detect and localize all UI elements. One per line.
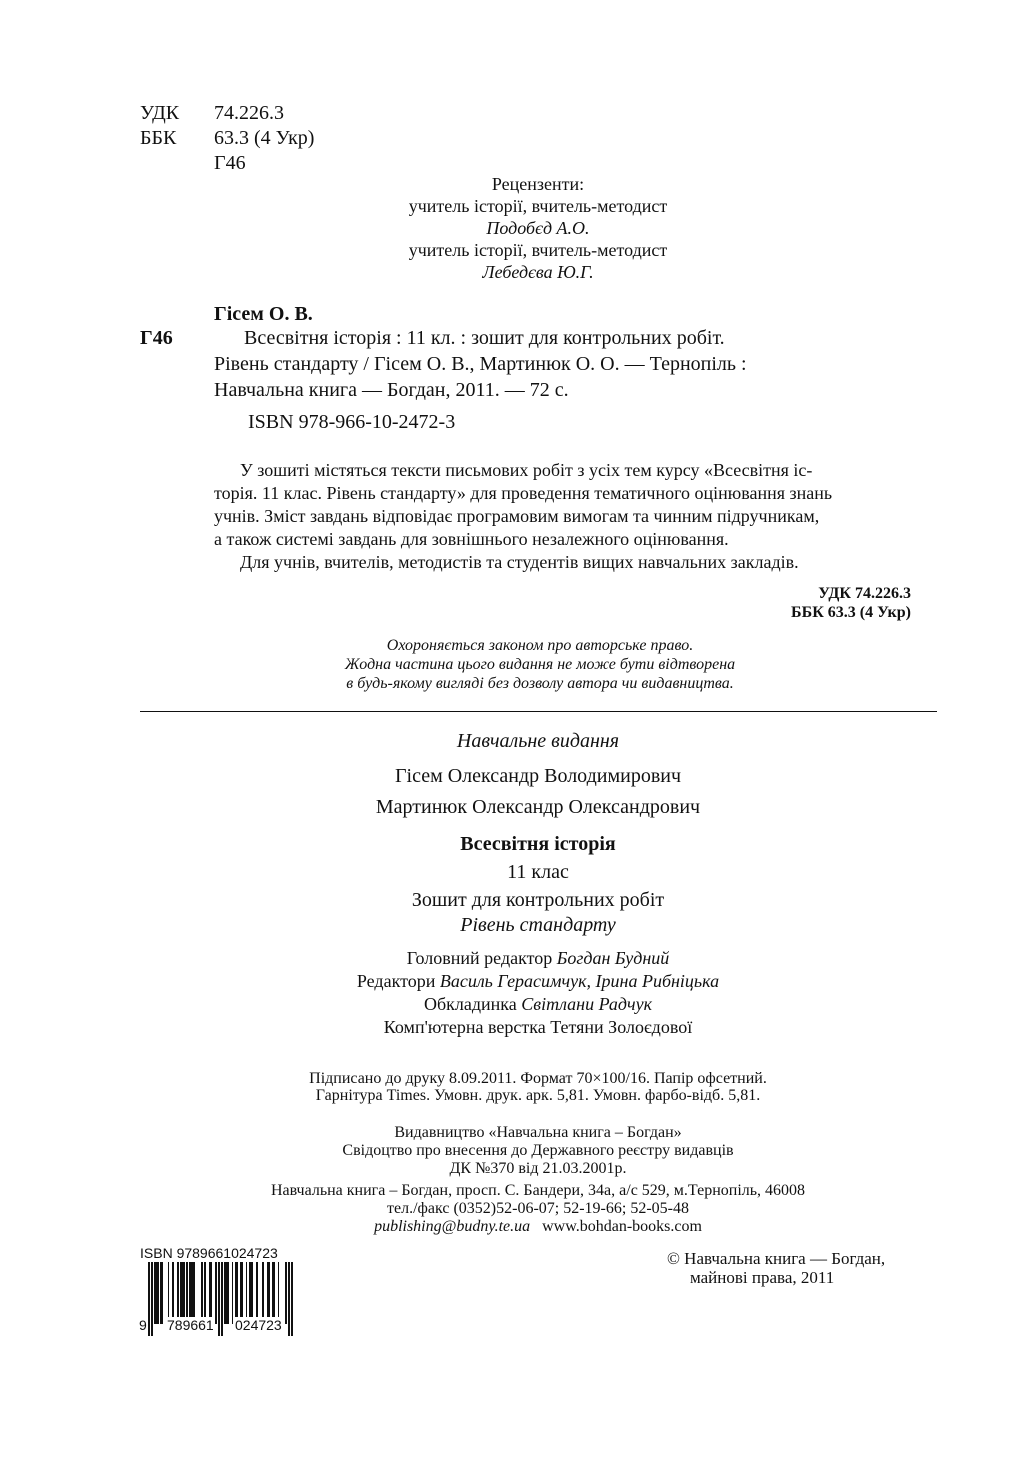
layout-credit: Комп'ютерна верстка Тетяни Золоєдової bbox=[383, 1017, 693, 1037]
publisher-line-1: Видавництво «Навчальна книга – Богдан» bbox=[394, 1124, 682, 1141]
udk-value: 74.226.3 bbox=[214, 102, 284, 124]
barcode-bar bbox=[232, 1262, 234, 1324]
barcode-bar bbox=[162, 1262, 164, 1324]
editors-label: Редактори bbox=[356, 971, 436, 991]
publisher-line-3: ДК №370 від 21.03.2001р. bbox=[449, 1160, 627, 1177]
barcode-bar bbox=[204, 1262, 206, 1324]
abstract-line-4: а також системі завдань для зовнішнього незалежного оцінювання. bbox=[214, 529, 729, 549]
print-info-line-2: Гарнітура Times. Умовн. друк. арк. 5,81. Умовн. фарбо-відб. 5,81. bbox=[315, 1087, 761, 1104]
barcode-bar bbox=[148, 1262, 150, 1336]
publisher-contacts bbox=[238, 1217, 838, 1236]
barcode-digit-first: 9 bbox=[139, 1317, 147, 1333]
abstract-line-2: торія. 11 клас. Рівень стандарту» для проведення тематичного оцінювання знань bbox=[214, 483, 833, 503]
copyright-line-1: © Навчальна книга — Богдан, bbox=[667, 1249, 886, 1268]
barcode-bar bbox=[291, 1262, 293, 1336]
cover-label: Обкладинка bbox=[424, 994, 517, 1014]
editors-names: Василь Герасимчук, Ірина Рибніцька bbox=[439, 971, 720, 991]
barcode-digits-left: 789661 bbox=[167, 1317, 214, 1333]
book-grade: 11 клас bbox=[507, 861, 569, 883]
reviewers-block bbox=[338, 173, 738, 283]
abstract-line-3: учнів. Зміст завдань відповідає програмовим вимогам та чинним підручникам, bbox=[214, 506, 820, 526]
book-title: Всесвітня історія bbox=[460, 833, 616, 855]
barcode bbox=[148, 1262, 293, 1324]
publisher-address: Навчальна книга – Богдан, просп. С. Бандери, 34а, а/с 529, м.Тернопіль, 46008 bbox=[270, 1182, 806, 1199]
publisher-website[interactable]: www.bohdan-books.com bbox=[542, 1218, 702, 1235]
print-info-line-1: Підписано до друку 8.09.2011. Формат 70×100/16. Папір офсетний. bbox=[309, 1070, 767, 1087]
barcode-bar bbox=[246, 1262, 248, 1324]
class-udk: УДК 74.226.3 bbox=[818, 585, 911, 602]
publisher-line-2: Свідоцтво про внесення до Державного реєстру видавців bbox=[342, 1142, 734, 1159]
barcode-bar bbox=[237, 1262, 239, 1324]
barcode-bar bbox=[215, 1262, 217, 1324]
bbk-value: 63.3 (4 Укр) bbox=[214, 127, 315, 149]
barcode-bar bbox=[172, 1262, 174, 1324]
reviewer-1-role: учитель історії, вчитель-методист bbox=[408, 196, 668, 216]
barcode-digits-right: 024723 bbox=[235, 1317, 282, 1333]
class-bbk: ББК 63.3 (4 Укр) bbox=[791, 604, 911, 621]
reviewer-2-role: учитель історії, вчитель-методист bbox=[408, 240, 668, 260]
biblio-author: Гісем О. В. bbox=[214, 303, 313, 325]
biblio-isbn: ISBN 978-966-10-2472-3 bbox=[248, 411, 456, 433]
biblio-line-1: Всесвітня історія : 11 кл. : зошит для контрольних робіт. bbox=[244, 327, 725, 349]
barcode-bar bbox=[221, 1262, 223, 1336]
biblio-code: Г46 bbox=[140, 327, 173, 349]
barcode-bar bbox=[278, 1262, 280, 1324]
barcode-bar bbox=[177, 1262, 179, 1324]
barcode-bar bbox=[252, 1262, 254, 1324]
barcode-bar bbox=[285, 1262, 287, 1324]
barcode-bar bbox=[269, 1262, 271, 1324]
cover-line bbox=[238, 993, 838, 1015]
book-level: Рівень стандарту bbox=[460, 914, 616, 936]
udk-label: УДК bbox=[140, 102, 180, 124]
barcode-bar bbox=[288, 1262, 290, 1336]
cover-name: Світлани Радчук bbox=[521, 994, 652, 1014]
barcode-bar bbox=[186, 1262, 188, 1324]
copyright-line-2: майнові права, 2011 bbox=[690, 1268, 835, 1287]
copyright-notice-line-1: Охороняється законом про авторське право. bbox=[386, 637, 694, 654]
barcode-bar bbox=[256, 1262, 258, 1324]
abstract-line-1: У зошиті містяться тексти письмових робіт з усіх тем курсу «Всесвітня іс- bbox=[240, 460, 813, 480]
author-2: Мартинюк Олександр Олександрович bbox=[375, 796, 701, 818]
barcode-bar bbox=[211, 1262, 213, 1324]
reviewers-title: Рецензенти: bbox=[491, 174, 585, 194]
chief-editor-line bbox=[238, 947, 838, 969]
barcode-bar bbox=[194, 1262, 196, 1324]
barcode-bar bbox=[151, 1262, 153, 1336]
barcode-bar bbox=[241, 1262, 243, 1324]
barcode-isbn-label: ISBN 9789661024723 bbox=[140, 1245, 278, 1261]
author-1: Гісем Олександр Володимирович bbox=[394, 765, 682, 787]
copyright-notice-line-3: в будь-якому вигляді без дозволу автора чи видавництва. bbox=[346, 675, 734, 692]
reviewer-2-name: Лебедєва Ю.Г. bbox=[482, 262, 594, 282]
biblio-line-2: Рівень стандарту / Гісем О. В., Мартинюк О. О. — Тернопіль : bbox=[214, 353, 747, 375]
publisher-phones: тел./факс (0352)52-06-07; 52-19-66; 52-05-48 bbox=[387, 1200, 689, 1217]
copyright-notice bbox=[290, 636, 790, 693]
chief-editor-name: Богдан Будний bbox=[556, 948, 670, 968]
publisher-email[interactable]: publishing@budny.te.ua bbox=[374, 1218, 531, 1235]
abstract-line-5: Для учнів, вчителів, методистів та студентів вищих навчальних закладів. bbox=[240, 552, 799, 572]
barcode-bar bbox=[273, 1262, 275, 1324]
biblio-line-3: Навчальна книга — Богдан, 2011. — 72 с. bbox=[214, 379, 569, 401]
barcode-bar bbox=[157, 1262, 159, 1324]
barcode-bar bbox=[227, 1262, 229, 1324]
reviewer-1-name: Подобєд А.О. bbox=[486, 218, 590, 238]
edition-type: Навчальне видання bbox=[456, 730, 620, 752]
editors-line bbox=[238, 970, 838, 992]
header-code: Г46 bbox=[214, 152, 246, 174]
book-subtitle: Зошит для контрольних робіт bbox=[411, 889, 665, 911]
divider-line bbox=[140, 711, 937, 712]
bbk-label: ББК bbox=[140, 127, 177, 149]
barcode-bar bbox=[168, 1262, 170, 1324]
chief-editor-label: Головний редактор bbox=[406, 948, 553, 968]
barcode-bar bbox=[201, 1262, 203, 1324]
copyright-notice-line-2: Жодна частина цього видання не може бути відтворена bbox=[344, 656, 736, 673]
barcode-bar bbox=[183, 1262, 185, 1324]
barcode-bar bbox=[218, 1262, 220, 1336]
barcode-bar bbox=[262, 1262, 264, 1324]
